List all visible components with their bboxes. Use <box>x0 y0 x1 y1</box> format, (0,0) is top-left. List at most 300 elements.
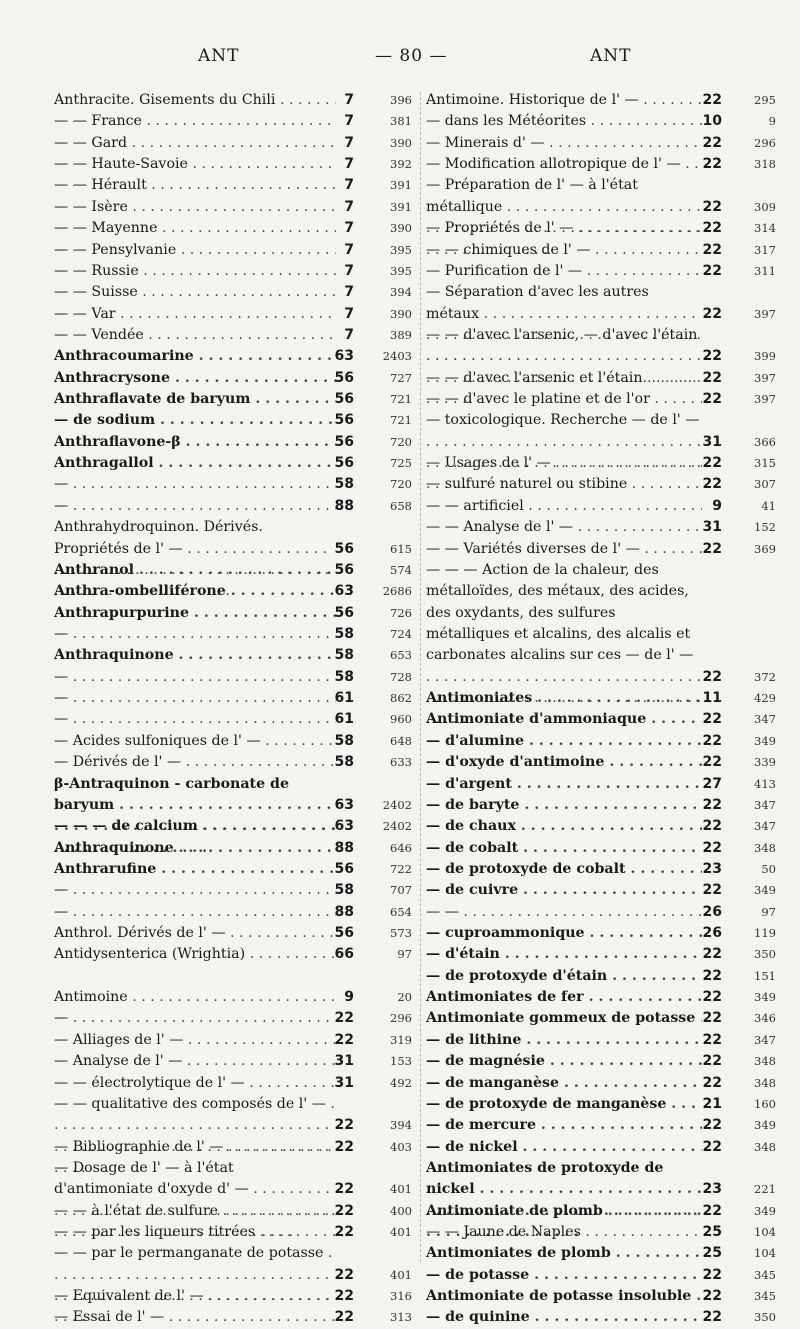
entry-page: 400 <box>390 1203 412 1218</box>
index-entry <box>54 1307 418 1328</box>
entry-page: 721 <box>390 413 412 428</box>
entry-volume: 58 <box>334 647 354 664</box>
entry-page: 722 <box>390 861 412 876</box>
entry-page: 721 <box>390 392 412 407</box>
entry-volume: 22 <box>702 476 722 493</box>
entry-volume: 7 <box>344 92 354 108</box>
entry-term: — Analyse de l' — . . . <box>54 1051 336 1072</box>
index-entry <box>54 731 418 752</box>
index-entry <box>54 325 418 346</box>
entry-volume: 9 <box>344 989 354 1006</box>
entry-term: Antidysenterica (Wrightia) . . . <box>54 944 336 965</box>
entry-volume: 56 <box>334 860 354 877</box>
index-entry <box>426 752 778 773</box>
index-entry <box>426 1137 778 1158</box>
entry-volume: 22 <box>702 1010 722 1027</box>
entry-volume: 56 <box>334 391 354 408</box>
index-entry <box>54 688 418 709</box>
index-entry <box>426 880 778 901</box>
entry-page: 119 <box>754 926 776 941</box>
entry-volume: 22 <box>702 711 722 728</box>
index-entry <box>426 560 778 688</box>
entry-page: 397 <box>754 392 776 407</box>
entry-volume: 22 <box>702 455 722 472</box>
entry-term: Anthraquinone . . . <box>54 645 336 666</box>
entry-volume: 23 <box>702 860 722 877</box>
entry-term: — — . . . <box>426 902 702 923</box>
entry-term: β-Antraquinon - carbonate de baryum . . . <box>54 774 336 859</box>
index-entry <box>54 624 418 645</box>
entry-volume: 10 <box>702 113 722 130</box>
index-entry <box>54 432 418 453</box>
entry-page: 413 <box>754 776 776 791</box>
entry-term: Anthracite. Gisements du Chili . . . <box>54 90 336 111</box>
entry-volume: 22 <box>702 305 722 322</box>
entry-volume: 22 <box>702 732 722 749</box>
entry-page: 346 <box>754 1011 776 1026</box>
entry-term: — — Hérault . . . <box>54 175 336 196</box>
entry-volume: 22 <box>702 668 722 685</box>
entry-term: Antimoine. Historique de l' — . . . <box>426 90 702 111</box>
entry-volume: 7 <box>344 134 354 151</box>
entry-volume: 22 <box>702 989 722 1006</box>
entry-term: Anthra-ombelliférone . . . <box>54 581 336 602</box>
entry-term: — — — de calcium . . . <box>54 816 336 837</box>
entry-page: 347 <box>754 797 776 812</box>
entry-page: 707 <box>390 883 412 898</box>
entry-term: — d'argent . . . <box>426 774 702 795</box>
entry-term: Antimoniate d'ammoniaque . . . <box>426 709 702 730</box>
entry-volume: 22 <box>702 540 722 557</box>
index-entry <box>426 1115 778 1136</box>
entry-page: 2402 <box>382 797 412 812</box>
entry-volume: 22 <box>334 1138 354 1155</box>
index-entry <box>54 1051 418 1072</box>
entry-page: 9 <box>768 114 776 129</box>
index-entry <box>54 1008 418 1029</box>
entry-term: Anthraflavone-β . . . <box>54 432 336 453</box>
entry-page: 397 <box>754 306 776 321</box>
entry-page: 347 <box>754 712 776 727</box>
entry-term: — — Isère . . . <box>54 197 336 218</box>
entry-volume: 26 <box>702 925 722 942</box>
entry-volume: 88 <box>334 497 354 514</box>
entry-page: 41 <box>761 498 776 513</box>
index-entry <box>54 90 418 111</box>
entry-term: — sulfuré naturel ou stibine . . . <box>426 474 702 495</box>
entry-term: — — — Action de la chaleur, des métalloïdes, des métaux, des acides, des oxydants, des sulfures métalliques et alcalins, des alcalis et carbonates alcalins sur ces — de l' — . . . <box>426 560 702 731</box>
entry-term: — Dérivés de l' — . . . <box>54 752 336 773</box>
index-entry <box>54 774 418 817</box>
entry-term: — Dosage de l' — à l'état d'antimoniate d'oxyde d' — . . . <box>54 1158 336 1243</box>
entry-volume: 56 <box>334 561 354 578</box>
entry-page: 633 <box>390 755 412 770</box>
entry-term: — — France . . . <box>54 111 336 132</box>
entry-page: 397 <box>754 370 776 385</box>
entry-page: 315 <box>754 456 776 471</box>
entry-volume: 22 <box>702 241 722 258</box>
entry-term: Anthrarufine . . . <box>54 859 336 880</box>
index-entry <box>426 1008 778 1029</box>
entry-term: — — qualitative des composés de l' — . . . <box>54 1094 336 1179</box>
entry-term: — Acides sulfoniques de l' — . . . <box>54 731 336 752</box>
entry-term: — — d'avec l'arsenic et l'étain . . . <box>426 368 702 389</box>
index-entry <box>54 346 418 367</box>
entry-term: — Séparation d'avec les autres métaux . . . <box>426 282 702 367</box>
entry-volume: 63 <box>334 818 354 835</box>
entry-page: 646 <box>390 840 412 855</box>
index-entry <box>426 816 778 837</box>
entry-page: 366 <box>754 434 776 449</box>
index-entry <box>54 1201 418 1222</box>
entry-term: — — Haute-Savoie . . . <box>54 154 336 175</box>
entry-page: 725 <box>390 456 412 471</box>
entry-page: 317 <box>754 242 776 257</box>
index-entry <box>54 517 418 560</box>
index-entry <box>426 410 778 453</box>
entry-page: 345 <box>754 1267 776 1282</box>
entry-term: — de potasse . . . <box>426 1265 702 1286</box>
entry-page: 391 <box>390 199 412 214</box>
entry-term: — — électrolytique de l' — . . . <box>54 1073 336 1094</box>
entry-volume: 31 <box>334 1074 354 1091</box>
entry-term: — . . . <box>54 902 336 923</box>
index-entry <box>54 218 418 239</box>
entry-page: 492 <box>390 1075 412 1090</box>
entry-page: 727 <box>390 370 412 385</box>
entry-volume: 88 <box>334 839 354 856</box>
entry-volume: 21 <box>702 1095 722 1112</box>
index-entry <box>54 966 418 987</box>
index-entry <box>54 175 418 196</box>
entry-page: 311 <box>754 263 776 278</box>
entry-volume: 22 <box>702 1138 722 1155</box>
entry-term: — d'oxyde d'antimoine . . . <box>426 752 702 773</box>
entry-page: 50 <box>761 861 776 876</box>
entry-term: Antimoniates de protoxyde de nickel . . . <box>426 1158 702 1243</box>
index-entry <box>54 474 418 495</box>
entry-page: 160 <box>754 1096 776 1111</box>
index-entry <box>54 709 418 730</box>
index-entry <box>426 453 778 474</box>
entry-term: — Minerais d' — . . . <box>426 133 702 154</box>
index-entry <box>426 175 778 218</box>
right-column <box>426 90 778 1329</box>
entry-term: — Purification de l' — . . . <box>426 261 702 282</box>
entry-volume: 7 <box>344 241 354 258</box>
entry-page: 381 <box>390 114 412 129</box>
entry-page: 348 <box>754 840 776 855</box>
index-entry <box>54 1243 418 1286</box>
entry-term: Anthrapurpurine . . . <box>54 603 336 624</box>
entry-volume: 56 <box>334 369 354 386</box>
index-entry <box>54 1073 418 1094</box>
entry-term: — de manganèse . . . <box>426 1073 702 1094</box>
index-entry <box>426 944 778 965</box>
entry-term: — . . . <box>54 1008 336 1029</box>
entry-term: — de cuivre . . . <box>426 880 702 901</box>
entry-volume: 22 <box>702 1074 722 1091</box>
entry-volume: 22 <box>702 262 722 279</box>
index-entry <box>54 859 418 880</box>
entry-page: 724 <box>390 626 412 641</box>
entry-page: 296 <box>390 1011 412 1026</box>
entry-term: — — à l'état de sulfure . . . <box>54 1201 336 1222</box>
entry-volume: 22 <box>702 754 722 771</box>
entry-volume: 22 <box>334 1010 354 1027</box>
entry-page: 574 <box>390 562 412 577</box>
entry-volume: 9 <box>712 497 722 514</box>
index-entry <box>54 1222 418 1243</box>
entry-page: 395 <box>390 242 412 257</box>
entry-page: 104 <box>754 1246 776 1261</box>
index-entry <box>54 111 418 132</box>
entry-term: — . . . <box>54 474 336 495</box>
entry-term: — de cobalt . . . <box>426 838 702 859</box>
index-entry <box>426 389 778 410</box>
header-right: ANT <box>590 46 632 66</box>
index-entry <box>54 560 418 581</box>
entry-volume: 7 <box>344 156 354 173</box>
entry-term: — de protoxyde de cobalt . . . <box>426 859 702 880</box>
index-entry <box>426 923 778 944</box>
index-entry <box>426 709 778 730</box>
entry-page: 347 <box>754 1032 776 1047</box>
entry-term: Anthracoumarine . . . <box>54 346 336 367</box>
index-entry <box>426 154 778 175</box>
index-entry <box>54 1286 418 1307</box>
entry-term: — dans les Météorites . . . <box>426 111 702 132</box>
entry-page: 390 <box>390 135 412 150</box>
entry-term: — de protoxyde d'étain . . . <box>426 966 702 987</box>
entry-term: Anthrol. Dérivés de l' — . . . <box>54 923 336 944</box>
entry-term: Antimoniates . . . <box>426 688 702 709</box>
entry-term: Anthranol . . . <box>54 560 336 581</box>
index-entry <box>54 667 418 688</box>
entry-volume: 58 <box>334 625 354 642</box>
entry-volume: 56 <box>334 925 354 942</box>
index-entry <box>426 368 778 389</box>
entry-volume: 58 <box>334 754 354 771</box>
index-entry <box>426 859 778 880</box>
entry-page: 349 <box>754 883 776 898</box>
entry-term: — — Var . . . <box>54 304 336 325</box>
entry-page: 390 <box>390 221 412 236</box>
page-number: — 80 — <box>375 46 448 66</box>
index-entry <box>54 304 418 325</box>
entry-page: 348 <box>754 1075 776 1090</box>
entry-term: — — par le permanganate de potasse . . . <box>54 1243 336 1328</box>
entry-volume: 26 <box>702 903 722 920</box>
entry-page: 221 <box>754 1182 776 1197</box>
entry-term: — — d'avec le platine et de l'or . . . <box>426 389 702 410</box>
index-entry <box>426 987 778 1008</box>
index-entry <box>54 581 418 602</box>
index-entry <box>54 987 418 1008</box>
entry-volume: 56 <box>334 455 354 472</box>
entry-term: — Préparation de l' — à l'état métallique . . . <box>426 175 702 260</box>
entry-volume: 11 <box>702 690 722 707</box>
entry-term: — Propriétés de l' — . . . <box>426 218 702 239</box>
entry-volume: 22 <box>702 1309 722 1326</box>
entry-term: — toxicologique. Recherche — de l' — . . . <box>426 410 702 495</box>
entry-page: 389 <box>390 327 412 342</box>
index-entry <box>426 966 778 987</box>
entry-page: 349 <box>754 990 776 1005</box>
entry-page: 391 <box>390 178 412 193</box>
index-entry <box>426 517 778 538</box>
index-entry <box>54 496 418 517</box>
entry-page: 726 <box>390 605 412 620</box>
entry-page: 394 <box>390 1118 412 1133</box>
entry-term: — — Gard . . . <box>54 133 336 154</box>
entry-term: — Equivalent de l' — . . . <box>54 1286 336 1307</box>
entry-page: 151 <box>754 968 776 983</box>
entry-volume: 22 <box>334 1309 354 1326</box>
index-entry <box>54 603 418 624</box>
index-entry <box>426 1307 778 1328</box>
entry-volume: 63 <box>334 796 354 813</box>
entry-page: 2402 <box>382 819 412 834</box>
index-entry <box>426 261 778 282</box>
index-entry <box>426 1030 778 1051</box>
entry-term: Antimoniate gommeux de potasse . . . <box>426 1008 702 1029</box>
entry-volume: 25 <box>702 1224 722 1241</box>
entry-volume: 7 <box>344 113 354 130</box>
index-entry <box>54 197 418 218</box>
entry-volume: 7 <box>344 326 354 343</box>
entry-term: — d'étain . . . <box>426 944 702 965</box>
index-entry <box>426 539 778 560</box>
index-entry <box>54 154 418 175</box>
entry-page: 960 <box>390 712 412 727</box>
entry-page: 573 <box>390 926 412 941</box>
entry-term: Antimoine . . . <box>54 987 336 1008</box>
entry-term: Antimoniates de fer . . . <box>426 987 702 1008</box>
entry-page: 348 <box>754 1054 776 1069</box>
entry-page: 152 <box>754 520 776 535</box>
index-entry <box>54 240 418 261</box>
entry-volume: 31 <box>702 433 722 450</box>
entry-term: — de mercure . . . <box>426 1115 702 1136</box>
entry-term: — Alliages de l' — . . . <box>54 1030 336 1051</box>
entry-page: 349 <box>754 1203 776 1218</box>
index-entry <box>54 453 418 474</box>
entry-term: — d'alumine . . . <box>426 731 702 752</box>
entry-page: 648 <box>390 733 412 748</box>
entry-volume: 22 <box>702 198 722 215</box>
entry-volume: 63 <box>334 583 354 600</box>
entry-term: — cuproammonique . . . <box>426 923 702 944</box>
entry-term: — — Vendée . . . <box>54 325 336 346</box>
index-entry <box>426 282 778 325</box>
entry-volume: 22 <box>334 1266 354 1283</box>
entry-volume: 22 <box>334 1181 354 1198</box>
entry-term: — — d'avec l'arsenic, — d'avec l'étain . . . <box>426 325 702 410</box>
entry-volume: 22 <box>702 391 722 408</box>
entry-term: — de quinine . . . <box>426 1307 702 1328</box>
entry-page: 390 <box>390 306 412 321</box>
entry-volume: 31 <box>334 1053 354 1070</box>
entry-volume: 56 <box>334 433 354 450</box>
entry-term: — — Analyse de l' — . . . <box>426 517 702 538</box>
entry-volume: 22 <box>334 1031 354 1048</box>
index-entry <box>54 1137 418 1158</box>
entry-page: 720 <box>390 477 412 492</box>
entry-page: 345 <box>754 1289 776 1304</box>
index-entry <box>54 261 418 282</box>
entry-term: — — Suisse . . . <box>54 282 336 303</box>
entry-page: 658 <box>390 498 412 513</box>
index-entry <box>426 838 778 859</box>
index-entry <box>54 645 418 666</box>
entry-volume: 22 <box>702 946 722 963</box>
column-divider <box>420 92 421 1262</box>
entry-term: — de chaux . . . <box>426 816 702 837</box>
entry-volume: 7 <box>344 284 354 301</box>
entry-page: 153 <box>390 1054 412 1069</box>
entry-term: — Bibliographie de l' — . . . <box>54 1137 336 1158</box>
index-entry <box>426 90 778 111</box>
index-entry <box>426 496 778 517</box>
entry-term: — Usages de l' — . . . <box>426 453 702 474</box>
entry-term: Antimoniate de plomb . . . <box>426 1201 702 1222</box>
entry-term: — — Jaune de Naples . . . <box>426 1222 702 1243</box>
entry-volume: 22 <box>702 92 722 108</box>
entry-volume: 22 <box>334 1224 354 1241</box>
entry-page: 401 <box>390 1225 412 1240</box>
entry-page: 349 <box>754 733 776 748</box>
entry-volume: 56 <box>334 412 354 429</box>
index-entry <box>54 389 418 410</box>
index-entry <box>54 902 418 923</box>
entry-page: 319 <box>390 1032 412 1047</box>
entry-term: — — Pensylvanie . . . <box>54 240 336 261</box>
entry-page: 401 <box>390 1182 412 1197</box>
entry-volume: 58 <box>334 882 354 899</box>
entry-term: — de protoxyde de manganèse . . . <box>426 1094 702 1115</box>
entry-page: 314 <box>754 221 776 236</box>
entry-term: — — chimiques de l' — . . . <box>426 240 702 261</box>
entry-page: 2403 <box>382 349 412 364</box>
entry-page: 369 <box>754 541 776 556</box>
index-entry <box>426 688 778 709</box>
index-entry <box>426 1073 778 1094</box>
entry-page: 104 <box>754 1225 776 1240</box>
entry-volume: 23 <box>702 1181 722 1198</box>
entry-page: 399 <box>754 349 776 364</box>
entry-term: — de nickel . . . <box>426 1137 702 1158</box>
entry-volume: 7 <box>344 198 354 215</box>
entry-volume: 22 <box>334 1117 354 1134</box>
entry-volume: 58 <box>334 732 354 749</box>
index-entry <box>426 731 778 752</box>
index-entry <box>54 944 418 965</box>
index-entry <box>54 838 418 859</box>
entry-volume: 22 <box>702 348 722 365</box>
entry-volume: 22 <box>702 839 722 856</box>
entry-page: 392 <box>390 157 412 172</box>
index-entry <box>54 282 418 303</box>
entry-page: 862 <box>390 691 412 706</box>
entry-page: 307 <box>754 477 776 492</box>
index-entry <box>54 368 418 389</box>
entry-page: 394 <box>390 285 412 300</box>
index-entry <box>426 1094 778 1115</box>
entry-volume: 22 <box>334 1202 354 1219</box>
entry-page: 615 <box>390 541 412 556</box>
entry-page: 429 <box>754 691 776 706</box>
